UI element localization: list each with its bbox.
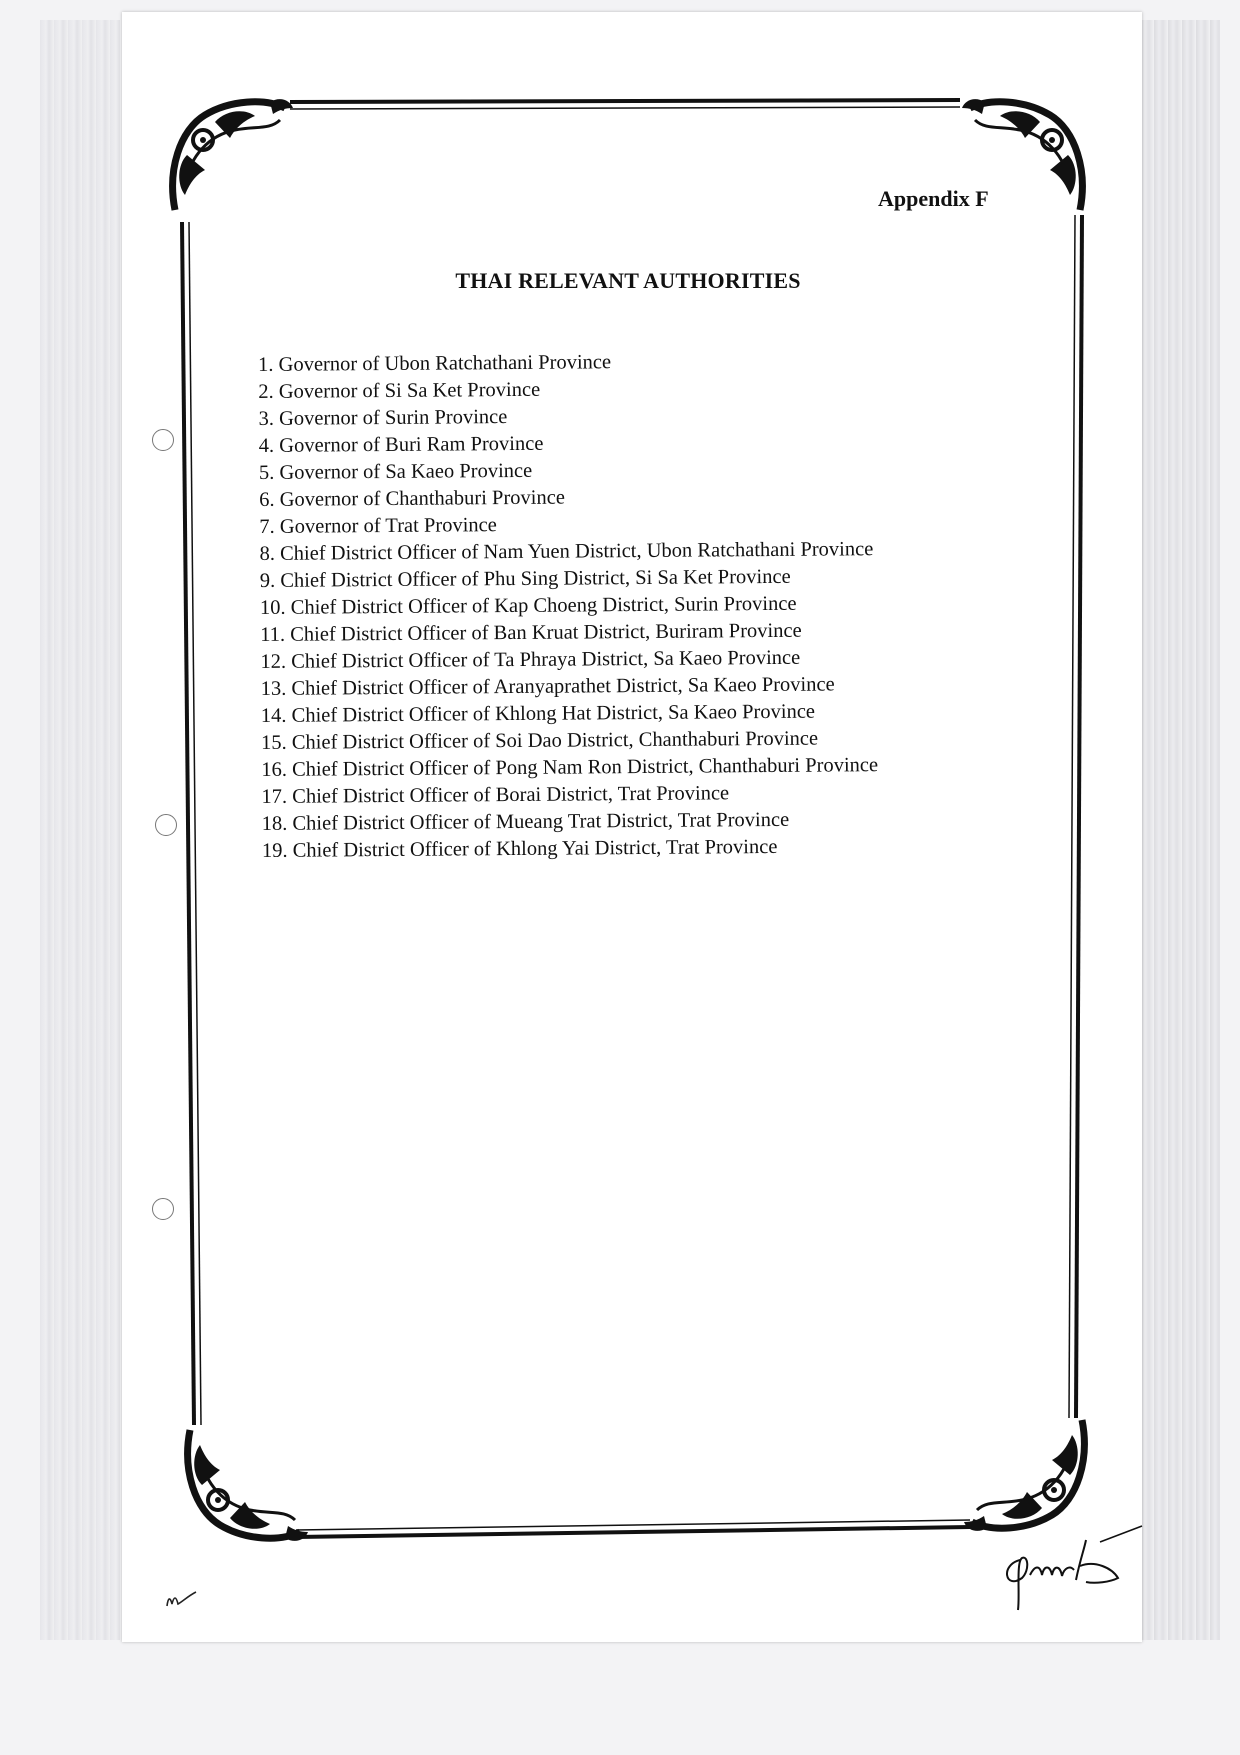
page-title: THAI RELEVANT AUTHORITIES bbox=[455, 268, 801, 293]
list-item: 11. Chief District Officer of Ban Kruat District, Buriram Province bbox=[260, 619, 802, 646]
punch-hole-icon bbox=[155, 814, 177, 836]
list-item: 15. Chief District Officer of Soi Dao District, Chanthaburi Province bbox=[260, 727, 819, 754]
list-item: 3. Governor of Surin Province bbox=[258, 406, 508, 430]
ornate-corner-icon bbox=[188, 1430, 308, 1541]
list-item: 10. Chief District Officer of Kap Choeng District, Surin Province bbox=[259, 592, 797, 619]
handwritten-initials bbox=[164, 1588, 204, 1612]
list-item: 16. Chief District Officer of Pong Nam Ron District, Chanthaburi Province bbox=[261, 754, 879, 781]
list-item: 14. Chief District Officer of Khlong Hat District, Sa Kaeo Province bbox=[260, 700, 816, 727]
list-item: 1. Governor of Ubon Ratchathani Province bbox=[258, 351, 612, 376]
list-item: 17. Chief District Officer of Borai District, Trat Province bbox=[261, 782, 730, 808]
list-item: 9. Chief District Officer of Phu Sing District, Si Sa Ket Province bbox=[259, 565, 791, 592]
list-item: 18. Chief District Officer of Mueang Trat District, Trat Province bbox=[261, 808, 790, 835]
punch-hole-icon bbox=[152, 429, 174, 451]
list-item: 7. Governor of Trat Province bbox=[259, 514, 497, 538]
list-item: 12. Chief District Officer of Ta Phraya District, Sa Kaeo Province bbox=[260, 646, 801, 673]
list-item: 2. Governor of Si Sa Ket Province bbox=[258, 378, 541, 403]
authorities-list bbox=[258, 347, 879, 865]
handwritten-signature bbox=[1000, 1520, 1150, 1615]
list-item: 8. Chief District Officer of Nam Yuen District, Ubon Ratchathani Province bbox=[259, 538, 874, 565]
ornate-corner-icon bbox=[173, 99, 293, 210]
list-item: 6. Governor of Chanthaburi Province bbox=[259, 486, 565, 511]
appendix-label: Appendix F bbox=[878, 186, 989, 211]
list-item: 5. Governor of Sa Kaeo Province bbox=[258, 459, 533, 484]
ornate-corner-icon bbox=[964, 1420, 1084, 1531]
list-item: 19. Chief District Officer of Khlong Yai District, Trat Province bbox=[261, 835, 778, 862]
list-item: 4. Governor of Buri Ram Province bbox=[258, 432, 544, 457]
list-item: 13. Chief District Officer of Aranyaprathet District, Sa Kaeo Province bbox=[260, 673, 835, 700]
punch-hole-icon bbox=[152, 1198, 174, 1220]
